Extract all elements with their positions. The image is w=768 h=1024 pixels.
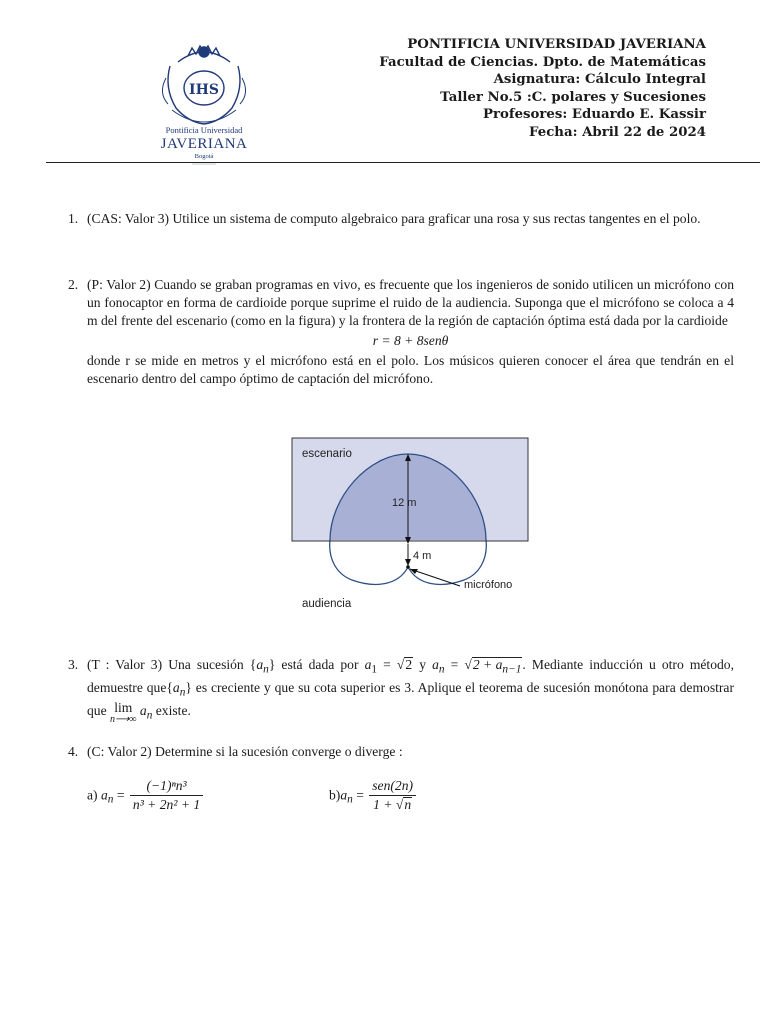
logo-monogram: IHS [189, 82, 219, 98]
logo-line1: Pontificia Universidad [165, 125, 243, 135]
part-b: $b)a_n$ = $\frac{\text{sen(2n)}}{1 + √n}$ [329, 778, 418, 813]
logo-line3: Bogotá [194, 153, 214, 160]
header-date: Fecha: Abril 22 de 2024 [529, 124, 706, 140]
mic-label: micrófono [464, 579, 513, 591]
problem-2-text-after: donde r se mide en metros y el micrófono está en el polo. Los músicos quieren conocer el área que tendrán en el escenario dentro del campo óptimo de captación del micrófono. [87, 352, 734, 387]
header-divider [46, 162, 760, 163]
cardioid-figure [290, 436, 540, 616]
problem-3-number: 3. [68, 657, 79, 672]
part-a: a) $a_n$ = $\frac{\text{(−1)ⁿn³}}{\text{n³ + 2n² + 1}}$ [87, 778, 205, 813]
header-university: PONTIFICIA UNIVERSIDAD JAVERIANA [407, 37, 706, 52]
dim-12m-label: 12 m [392, 497, 417, 509]
problem-2-text: (P: Valor 2) Cuando se graban programas en vivo, es frecuente que los ingenieros de sonido utilicen un micrófono con un fonocaptor en forma de cardioide porque suprime el ruido de la audiencia. Suponga que el micrófono se coloca a 4 m del frente del escenario (como en la figura) y la frontera de la región de captación óptima está dada por la cardioide [87, 277, 734, 329]
cardioid-equation: r = 8 + 8senθ [372, 332, 449, 348]
problem-3-text: (T : Valor 3) Una sucesión $\{a_n\}$ está dada por $a_1 = √2$ y $a_n = √2 + a_{n-1}$. Mediante inducción u otro método, demuestre $que\{a_n\}$ es creciente y que su cota superior es 3. Aplique el teorema de sucesión monótona para demostrar que lim n⟶∞ $a_n$ existe. [87, 657, 734, 725]
problem-3 [68, 656, 734, 726]
dim-4m-label: 4 m [413, 550, 432, 562]
problem-1 [68, 210, 734, 228]
header-course: Asignatura: Cálculo Integral [493, 72, 706, 88]
problem-2 [68, 276, 734, 388]
stage-label: escenario [302, 448, 352, 460]
problem-2-number: 2. [68, 277, 79, 292]
header-faculty: Facultad de Ciencias. Dpto. de Matemáticas [379, 54, 706, 70]
problem-1-number: 1. [68, 211, 79, 226]
problem-1-text: (CAS: Valor 3) Utilice un sistema de computo algebraico para graficar una rosa y sus rectas tangentes en el polo. [87, 211, 701, 226]
university-logo [148, 38, 260, 166]
problem-4-number: 4. [68, 744, 79, 759]
logo-line2: JAVERIANA [160, 136, 248, 152]
limit-expression: lim n⟶∞ [110, 699, 137, 725]
header-workshop: Taller No.5 :C. polares y Sucesiones [440, 89, 706, 105]
problem-4 [68, 743, 734, 761]
problem-4-text: (C: Valor 2) Determine si la sucesión converge o diverge : [87, 744, 403, 759]
audience-label: audiencia [302, 598, 352, 610]
header-professors: Profesores: Eduardo E. Kassir [482, 107, 706, 123]
header-block [379, 36, 706, 142]
